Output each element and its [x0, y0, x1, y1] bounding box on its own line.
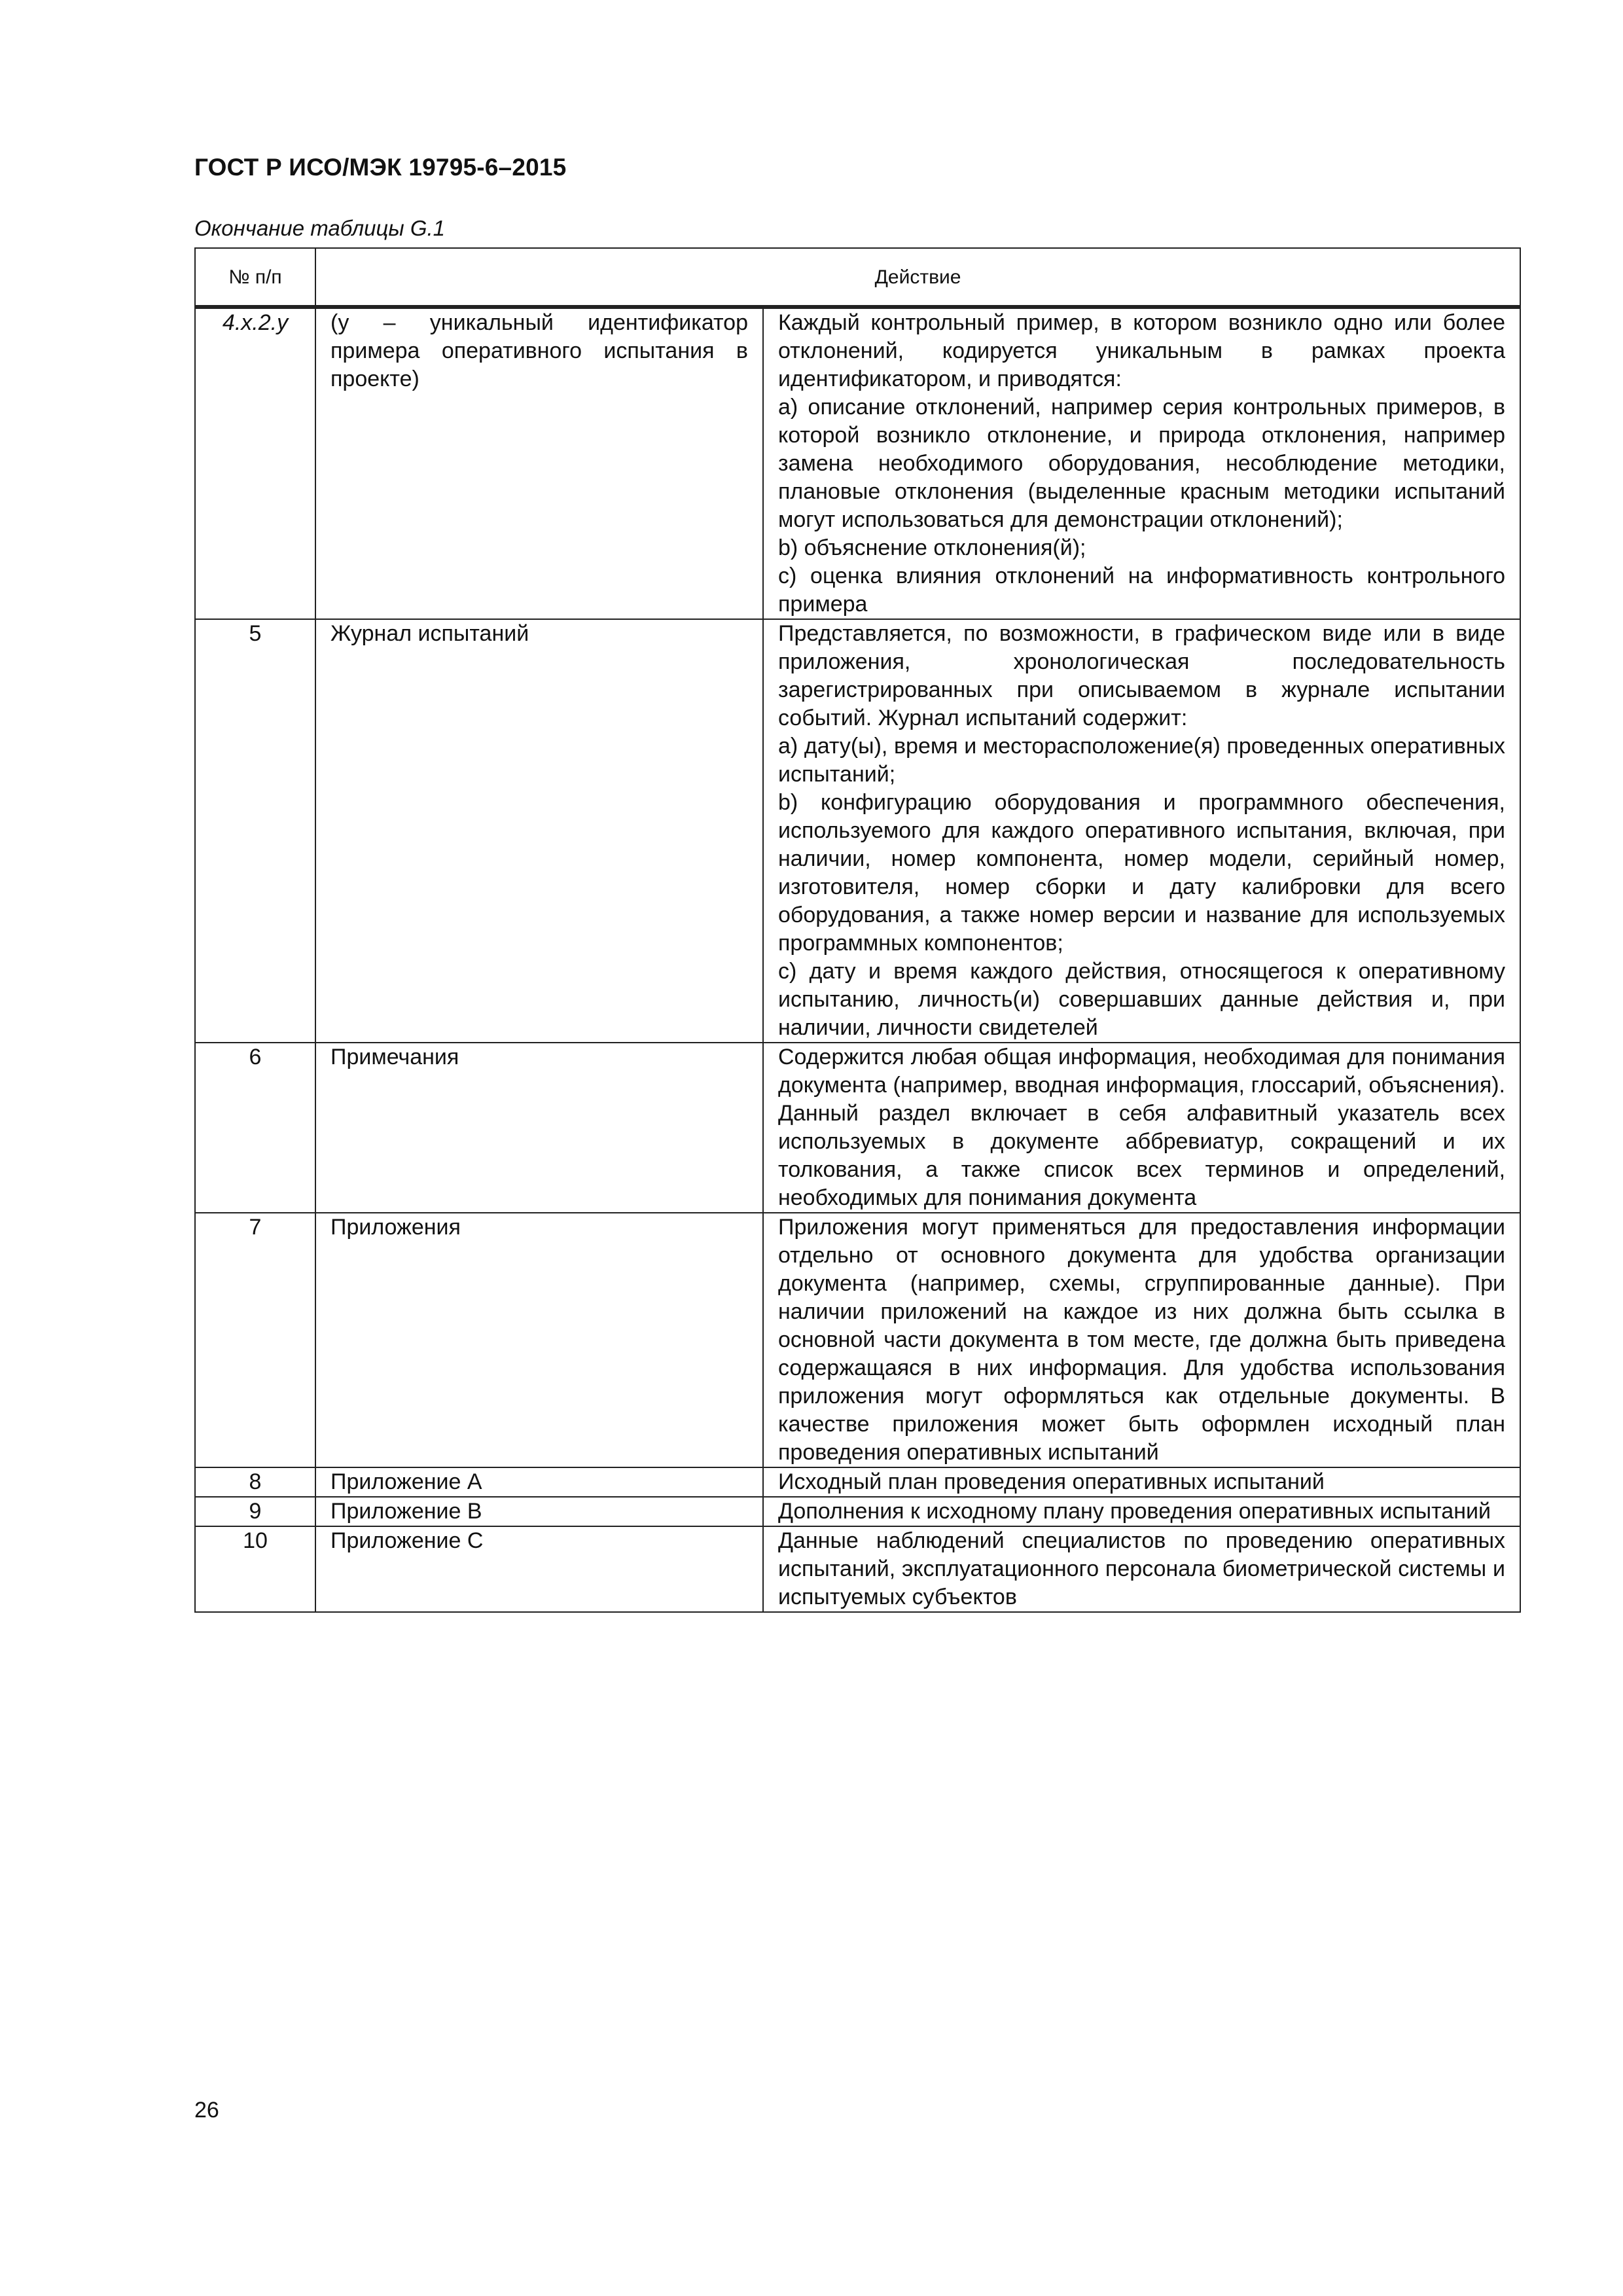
- table-row: [195, 1213, 1520, 1467]
- description-paragraph: b) конфигурацию оборудования и программного обеспечения, используемого для каждого оперативного испытания, включая, при наличии, номер компонента, номер модели, серийный номер, изготовителя, номер сборки и дату калибровки для всего оборудования, а также номер версии и название для используемых программных компонентов;: [778, 790, 1506, 956]
- description-paragraph: a) дату(ы), время и месторасположение(я) проведенных оперативных испытаний;: [778, 734, 1506, 787]
- description-paragraph: b) объяснение отклонения(й);: [778, 535, 1086, 560]
- description-paragraph: c) оценка влияния отклонений на информативность контрольного примера: [778, 564, 1506, 617]
- description-paragraph: c) дату и время каждого действия, относящегося к оперативному испытанию, личность(и) совершавших данные действия и, при наличии, личности свидетелей: [778, 959, 1506, 1040]
- description-paragraph: Приложения могут применяться для предоставления информации отдельно от основного документа для удобства организации документа (например, схемы, сгруппированные данные). При наличии приложений на каждое из них должна быть ссылка в основной части документа в том месте, где должна быть приведена содержащаяся в них информация. Для удобства использования приложения могут оформляться как отдельные документы. В качестве приложения может быть оформлен исходный план проведения оперативных испытаний: [778, 1215, 1506, 1465]
- table-row: [195, 619, 1520, 1043]
- row-title: (y – уникальный идентификатор примера оперативного испытания в проекте): [315, 307, 763, 619]
- table-row: [195, 1526, 1520, 1612]
- row-number: 6: [195, 1043, 315, 1213]
- description-paragraph: Исходный план проведения оперативных испытаний: [778, 1469, 1325, 1494]
- description-paragraph: Каждый контрольный пример, в котором возникло одно или более отклонений, кодируется уникальным в рамках проекта идентификатором, и приводятся:: [778, 310, 1506, 391]
- table-g1: [194, 247, 1521, 1613]
- description-paragraph: Содержится любая общая информация, необходимая для понимания документа (например, вводная информация, глоссарий, объяснения). Данный раздел включает в себя алфавитный указатель всех используемых в документе аббревиатур, сокращений и их толкования, а также список всех терминов и определений, необходимых для понимания документа: [778, 1045, 1506, 1210]
- row-number: 7: [195, 1213, 315, 1467]
- row-description: [763, 1213, 1520, 1467]
- row-description: [763, 1467, 1520, 1497]
- row-description: [763, 1526, 1520, 1612]
- column-header-number: № п/п: [195, 248, 315, 307]
- row-number: 8: [195, 1467, 315, 1497]
- table-header-row: [195, 248, 1520, 307]
- row-number: 4.x.2.y: [195, 307, 315, 619]
- row-title: Приложения: [315, 1213, 763, 1467]
- description-paragraph: Представляется, по возможности, в графическом виде или в виде приложения, хронологическая последовательность зарегистрированных при описываемом в журнале испытании событий. Журнал испытаний содержит:: [778, 621, 1506, 730]
- row-description: [763, 619, 1520, 1043]
- row-description: [763, 307, 1520, 619]
- column-header-action: Действие: [315, 248, 1520, 307]
- table-row: [195, 1497, 1520, 1526]
- row-description: [763, 1043, 1520, 1213]
- table-row: [195, 1467, 1520, 1497]
- description-paragraph: a) описание отклонений, например серия контрольных примеров, в которой возникло отклонение, и природа отклонения, например замена необходимого оборудования, несоблюдение методики, плановые отклонения (выделенные красным методики испытаний могут использоваться для демонстрации отклонений);: [778, 395, 1506, 532]
- table-row: [195, 307, 1520, 619]
- document-header: ГОСТ Р ИСО/МЭК 19795-6–2015: [194, 154, 567, 181]
- row-title: Приложение A: [315, 1467, 763, 1497]
- description-paragraph: Данные наблюдений специалистов по проведению оперативных испытаний, эксплуатационного персонала биометрической системы и испытуемых субъектов: [778, 1528, 1506, 1609]
- table-caption: Окончание таблицы G.1: [194, 216, 446, 240]
- row-title: Журнал испытаний: [315, 619, 763, 1043]
- page-number: 26: [194, 2098, 219, 2123]
- row-title: Приложение C: [315, 1526, 763, 1612]
- row-description: [763, 1497, 1520, 1526]
- row-title: Приложение B: [315, 1497, 763, 1526]
- row-number: 9: [195, 1497, 315, 1526]
- table-row: [195, 1043, 1520, 1213]
- row-number: 10: [195, 1526, 315, 1612]
- description-paragraph: Дополнения к исходному плану проведения оперативных испытаний: [778, 1499, 1491, 1524]
- row-title: Примечания: [315, 1043, 763, 1213]
- row-number: 5: [195, 619, 315, 1043]
